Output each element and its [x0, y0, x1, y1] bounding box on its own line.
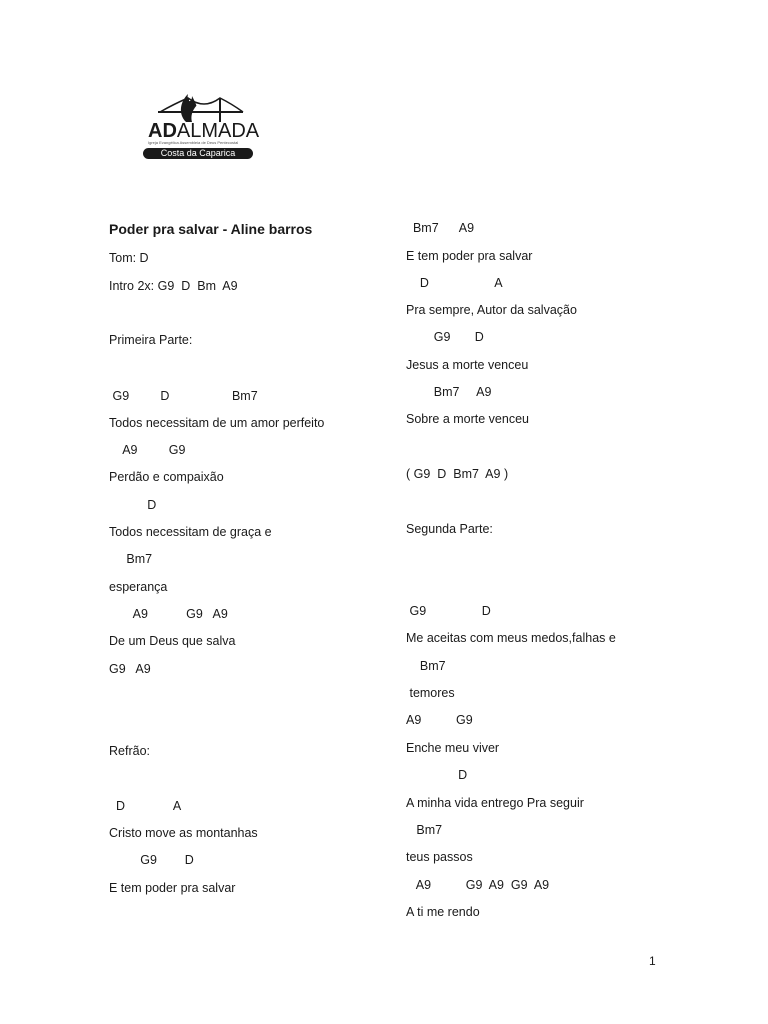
chord-line: Bm7: [109, 552, 153, 566]
chord-line: Bm7 A9: [406, 385, 492, 399]
section-heading-part2: Segunda Parte:: [406, 522, 493, 536]
chord-line: G9 D Bm7: [109, 389, 258, 403]
chord-line: G9 A9: [109, 662, 151, 676]
lyric-line: E tem poder pra salvar: [406, 249, 533, 263]
chord-line: Bm7: [406, 823, 443, 837]
chord-line: A9 G9: [109, 443, 186, 457]
logo-word-ad: AD: [148, 120, 177, 142]
chord-line: D: [406, 768, 468, 782]
chord-line: D A: [109, 799, 182, 813]
flame-bridge-icon: [148, 84, 248, 124]
chord-line: D A: [406, 276, 503, 290]
lyric-line: esperança: [109, 580, 168, 594]
lyric-line: Perdão e compaixão: [109, 470, 224, 484]
lyric-line: Todos necessitam de graça e: [109, 525, 272, 539]
section-heading-part1: Primeira Parte:: [109, 333, 193, 347]
lyric-line: Todos necessitam de um amor perfeito: [109, 416, 325, 430]
lyric-line: Pra sempre, Autor da salvação: [406, 303, 577, 317]
chord-line: G9 D: [406, 604, 491, 618]
intro-chords: Intro 2x: G9 D Bm A9: [109, 279, 238, 293]
chord-line: D: [109, 498, 157, 512]
chord-line: G9 D: [109, 853, 194, 867]
chord-line: A9 G9: [406, 713, 473, 727]
lyric-line: Cristo move as montanhas: [109, 826, 258, 840]
lyric-line: A ti me rendo: [406, 905, 480, 919]
lyric-line: Sobre a morte venceu: [406, 412, 529, 426]
lyric-line: De um Deus que salva: [109, 634, 236, 648]
page-number: 1: [649, 954, 656, 968]
logo-location-badge: Costa da Caparica: [143, 148, 253, 159]
chord-line: A9 G9 A9 G9 A9: [406, 878, 550, 892]
chord-progression: ( G9 D Bm7 A9 ): [406, 467, 509, 481]
lyric-line: A minha vida entrego Pra seguir: [406, 796, 584, 810]
song-title: Poder pra salvar - Aline barros: [109, 221, 313, 237]
song-key: Tom: D: [109, 251, 149, 265]
lyric-line: Jesus a morte venceu: [406, 358, 529, 372]
chord-line: Bm7 A9: [406, 221, 475, 235]
chord-line: A9 G9 A9: [109, 607, 228, 621]
logo-word-almada: ALMADA: [176, 120, 260, 142]
lyric-line: Me aceitas com meus medos,falhas e: [406, 631, 616, 645]
lyric-line: temores: [406, 686, 455, 700]
chord-line: Bm7: [406, 659, 446, 673]
lyric-line: Enche meu viver: [406, 741, 500, 755]
chord-line: G9 D: [406, 330, 484, 344]
lyric-line: E tem poder pra salvar: [109, 881, 236, 895]
section-heading-chorus: Refrão:: [109, 744, 150, 758]
lyric-line: teus passos: [406, 850, 473, 864]
church-logo: [140, 84, 260, 164]
logo-tagline: Igreja Evangélica Assembleia de Deus Pentecostal: [148, 140, 239, 145]
